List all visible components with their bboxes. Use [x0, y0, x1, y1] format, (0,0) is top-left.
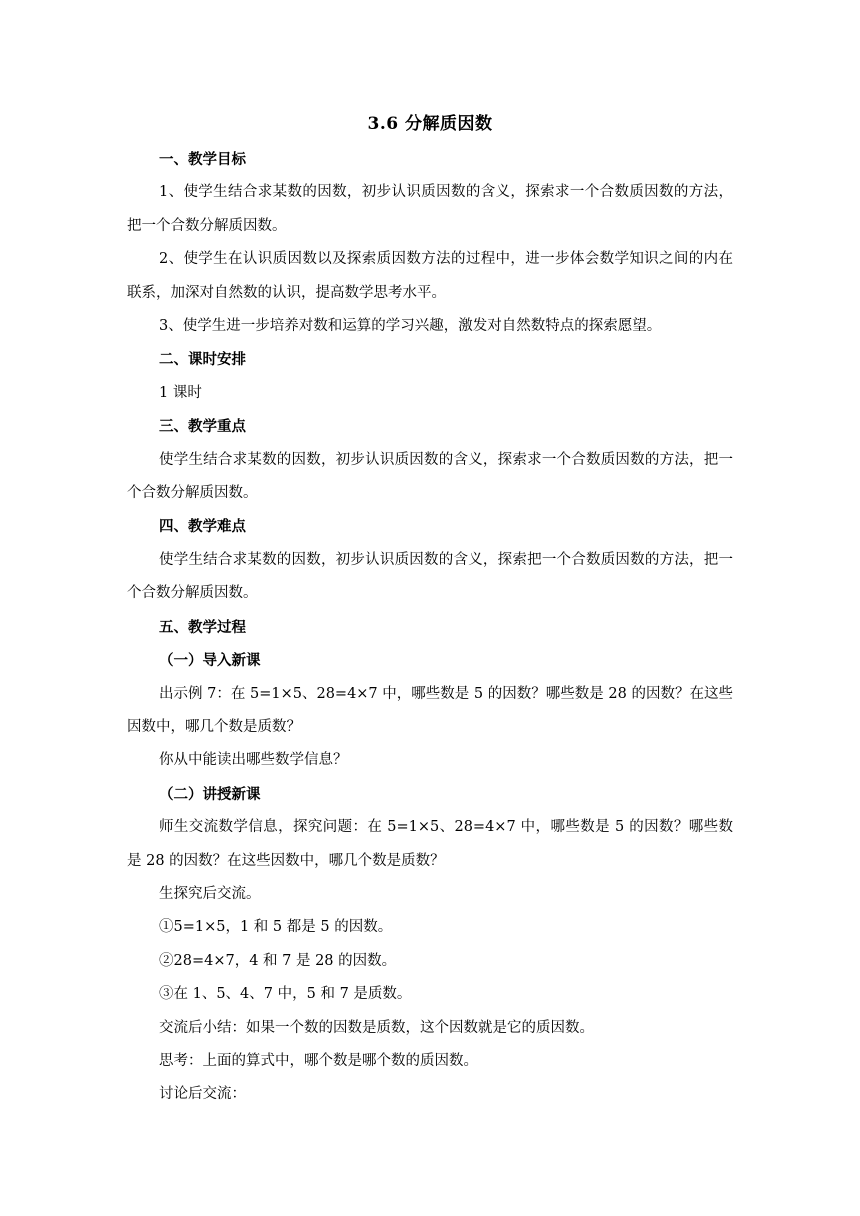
- list-item-2: ②28=4×7，4 和 7 是 28 的因数。: [159, 952, 397, 969]
- example-paragraph: 出示例 7：在 5=1×5、28=4×7 中，哪些数是 5 的因数？哪些数是 28 的因数？在这些因数中，哪几个数是质数？: [127, 685, 733, 735]
- schedule-paragraph: 1 课时: [159, 384, 202, 401]
- objective-3-paragraph: 3、使学生进一步培养对数和运算的学习兴趣，激发对自然数特点的探索愿望。: [159, 318, 662, 335]
- section-heading-objectives: 一、教学目标: [159, 151, 246, 168]
- exchange-paragraph: 师生交流数学信息，探究问题：在 5=1×5、28=4×7 中，哪些数是 5 的因数？哪些数是 28 的因数？在这些因数中，哪几个数是质数？: [127, 819, 733, 869]
- section-heading-key-points: 三、教学重点: [159, 418, 246, 436]
- section-heading-difficulties: 四、教学难点: [159, 518, 246, 536]
- section-heading-schedule: 二、课时安排: [159, 351, 246, 369]
- document-body: [127, 143, 733, 1112]
- summary-paragraph: 交流后小结：如果一个数的因数是质数，这个因数就是它的质因数。: [159, 1019, 594, 1036]
- question-paragraph: 你从中能读出哪些数学信息？: [159, 752, 348, 769]
- difficulties-paragraph: 使学生结合求某数的因数，初步认识质因数的含义，探索把一个合数质因数的方法，把一个合数分解质因数。: [127, 551, 733, 602]
- objective-2-paragraph: 2、使学生在认识质因数以及探索质因数方法的过程中，进一步体会数学知识之间的内在联系，加深对自然数的认识，提高数学思考水平。: [127, 251, 733, 301]
- discussion-paragraph: 讨论后交流：: [159, 1086, 246, 1103]
- section-heading-process: 五、教学过程: [159, 618, 246, 636]
- explore-paragraph: 生探究后交流。: [159, 885, 261, 902]
- list-item-1: ①5=1×5，1 和 5 都是 5 的因数。: [159, 919, 393, 936]
- think-paragraph: 思考：上面的算式中，哪个数是哪个数的质因数。: [159, 1052, 478, 1069]
- document-title: 3.6 分解质因数: [367, 114, 493, 134]
- subsection-heading-intro: （一）导入新课: [159, 652, 261, 670]
- list-item-3: ③在 1、5、4、7 中，5 和 7 是质数。: [159, 986, 412, 1003]
- objective-1-paragraph: 1、使学生结合求某数的因数，初步认识质因数的含义，探索求一个合数质因数的方法，把一个合数分解质因数。: [127, 184, 733, 234]
- key-points-paragraph: 使学生结合求某数的因数，初步认识质因数的含义，探索求一个合数质因数的方法，把一个合数分解质因数。: [127, 451, 733, 502]
- subsection-heading-new-lesson: （二）讲授新课: [159, 785, 261, 803]
